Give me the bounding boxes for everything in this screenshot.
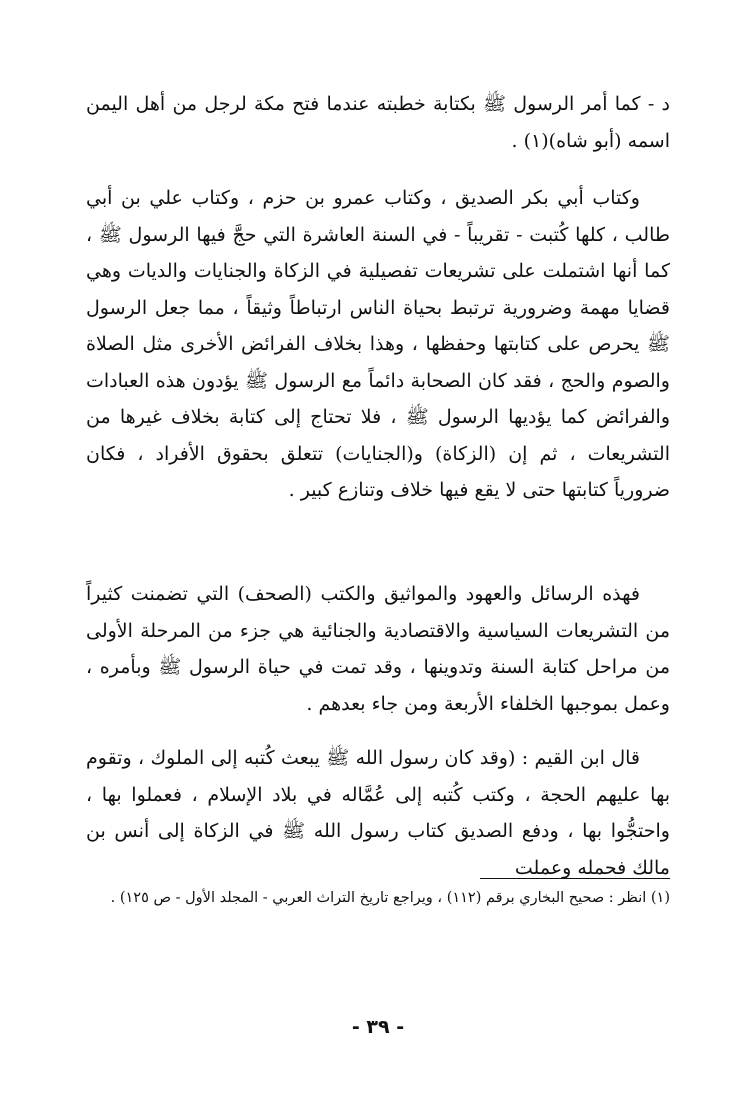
footnote: (١) انظر : صحيح البخاري برقم (١١٢) ، ويراجع تاريخ التراث العربي - المجلد الأول - ص ١٢٥) . <box>110 890 670 906</box>
paragraph-abu-shah: د - كما أمر الرسول ﷺ بكتابة خطبته عندما فتح مكة لرجل من أهل اليمن اسمه (أبو شاه)(١) . <box>86 93 670 152</box>
paragraph-ibn-al-qayyim-quote: قال ابن القيم : (وقد كان رسول الله ﷺ يبعث كُتبه إلى الملوك ، وتقوم بها عليهم الحجة ، وكتب كُتبه إلى عُمَّاله في بلاد الإسلام ، فعملوا بها ، واحتجُّوا بها ، ودفع الصديق كتاب رسول الله ﷺ في الزكاة إلى أنس بن مالك فحمله وعملت <box>86 747 670 879</box>
page-number: - ٣٩ - <box>351 1016 405 1038</box>
paragraph-letters-and-treaties: فهذه الرسائل والعهود والمواثيق والكتب (الصحف) التي تضمنت كثيراً من التشريعات السياسية والاقتصادية والجنائية هي جزء من المرحلة الأولى من مراحل كتابة السنة وتدوينها ، وقد تمت في حياة الرسول ﷺ وبأمره ، وعمل بموجبها الخلفاء الأربعة ومن جاء بعدهم . <box>86 583 670 715</box>
paragraph-written-books: وكتاب أبي بكر الصديق ، وكتاب عمرو بن حزم ، وكتاب علي بن أبي طالب ، كلها كُتبت - تقريباً - في السنة العاشرة التي حجَّ فيها الرسول ﷺ ، كما أنها اشتملت على تشريعات تفصيلية في الزكاة والجنايات والديات وهي قضايا مهمة وضرورية ترتبط بحياة الناس ارتباطاً وثيقاً ، مما جعل الرسول ﷺ يحرص على كتابتها وحفظها ، وهذا بخلاف الفرائض الأخرى مثل الصلاة والصوم والحج ، فقد كان الصحابة دائماً مع الرسول ﷺ يؤدون هذه العبادات والفرائض كما يؤديها الرسول ﷺ ، فلا تحتاج إلى كتابة بخلاف غيرها من التشريعات ، ثم إن (الزكاة) و(الجنايات) تتعلق بحقوق الأفراد ، فكان ضرورياً كتابتها حتى لا يقع فيها خلاف وتنازع كبير . <box>86 187 670 501</box>
footnote-separator <box>480 878 670 879</box>
